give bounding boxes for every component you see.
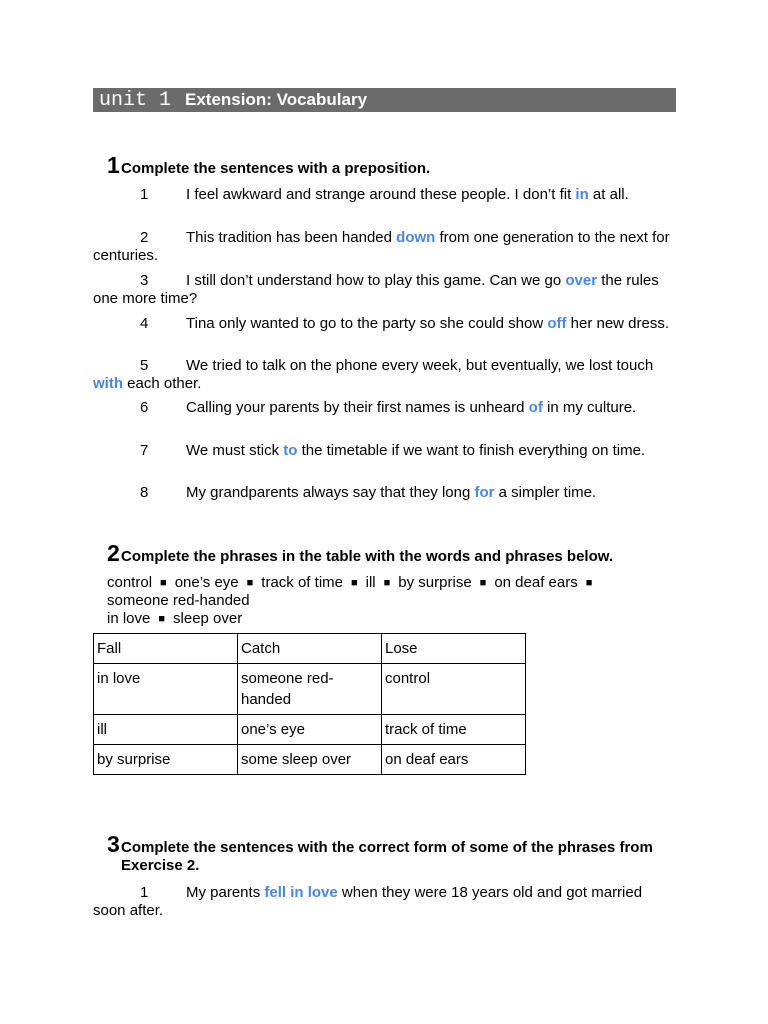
item-text: We must stick	[186, 442, 284, 459]
separator: ■	[383, 577, 391, 589]
word-bank-item: in love	[107, 610, 151, 627]
table-header-cell: Fall	[94, 634, 238, 664]
exercise-3-item	[93, 884, 678, 920]
item-number: 7	[140, 442, 149, 459]
item-text: a simpler time.	[494, 484, 597, 501]
page-title: Extension: Vocabulary	[185, 90, 368, 109]
item-number: 1	[140, 884, 149, 901]
exercise-1-item	[93, 186, 678, 204]
item-answer: fell in love	[264, 884, 338, 901]
separator: ■	[246, 577, 254, 589]
unit-header-bar	[93, 88, 676, 112]
item-text: at all.	[588, 186, 629, 203]
word-bank-item: on deaf ears	[494, 574, 578, 591]
word-bank-item: sleep over	[173, 610, 243, 627]
separator: ■	[158, 613, 166, 625]
table-cell: in love	[94, 664, 238, 715]
table-cell: ill	[94, 715, 238, 745]
item-text: My grandparents always say that they long	[186, 484, 475, 501]
word-bank-item: by surprise	[398, 574, 472, 591]
item-text: We tried to talk on the phone every week, but eventually, we lost touch	[186, 357, 654, 374]
item-text: each other.	[123, 375, 202, 392]
item-text: Tina only wanted to go to the party so she could show	[186, 315, 548, 332]
table-row	[94, 745, 526, 775]
exercise-3-number: 3	[107, 831, 120, 857]
exercise-1-item	[93, 272, 678, 308]
exercise-1-item	[93, 357, 678, 393]
exercise-2-heading	[107, 540, 682, 566]
table-cell: track of time	[382, 715, 526, 745]
separator: ■	[585, 577, 593, 589]
exercise-1-item	[93, 315, 678, 333]
unit-label: unit 1	[99, 88, 172, 112]
exercise-2-number: 2	[107, 540, 120, 566]
exercise-3-instruction: Complete the sentences with the correct form of some of the phrases from Exercise 2.	[121, 839, 653, 874]
item-number: 1	[140, 186, 149, 203]
exercise-1-item	[93, 442, 678, 460]
item-text: I still don’t understand how to play this game. Can we go	[186, 272, 566, 289]
item-answer: for	[474, 484, 495, 501]
item-number: 3	[140, 272, 149, 289]
item-text: My parents	[186, 884, 265, 901]
separator: ■	[160, 577, 167, 589]
exercise-1-item	[93, 399, 678, 417]
exercise-1-number: 1	[107, 152, 120, 178]
table-cell: control	[382, 664, 526, 715]
item-text: her new dress.	[566, 315, 670, 332]
item-text: from one generation to the next for centuries.	[93, 229, 670, 264]
item-number: 4	[140, 315, 149, 332]
item-answer: of	[528, 399, 543, 416]
table-cell: some sleep over	[238, 745, 382, 775]
separator: ■	[479, 577, 487, 589]
table-header-row	[94, 634, 526, 664]
item-number: 2	[140, 229, 149, 246]
item-number: 6	[140, 399, 149, 416]
item-answer: over	[565, 272, 598, 289]
item-text: This tradition has been handed	[186, 229, 397, 246]
table-cell: someone red-handed	[238, 664, 382, 715]
exercise-2-instruction: Complete the phrases in the table with the words and phrases below.	[121, 548, 614, 565]
table-header-cell: Catch	[238, 634, 382, 664]
exercise-1-item	[93, 484, 678, 502]
item-text: I feel awkward and strange around these people. I don’t fit	[186, 186, 576, 203]
item-answer: in	[575, 186, 589, 203]
exercise-3-heading	[107, 831, 682, 875]
item-text: the timetable if we want to finish everything on time.	[297, 442, 646, 459]
word-bank-item: someone red-handed	[107, 592, 250, 609]
word-bank-item: control	[107, 574, 153, 591]
table-header-cell: Lose	[382, 634, 526, 664]
item-text: the rules one more time?	[93, 272, 659, 307]
word-bank-item: track of time	[261, 574, 343, 591]
exercise-1-heading	[107, 152, 682, 178]
exercise-1-instruction: Complete the sentences with a preposition.	[121, 160, 431, 177]
word-bank	[107, 574, 682, 628]
item-answer: off	[547, 315, 567, 332]
table-row	[94, 715, 526, 745]
table-cell: one’s eye	[238, 715, 382, 745]
exercise-1-item	[93, 229, 678, 265]
item-number: 8	[140, 484, 149, 501]
separator: ■	[350, 577, 358, 589]
item-answer: to	[283, 442, 298, 459]
word-bank-item: ill	[365, 574, 376, 591]
item-text: Calling your parents by their first names is unheard	[186, 399, 529, 416]
item-text: when they were 18 years old and got married soon after.	[93, 884, 643, 919]
item-answer: with	[93, 375, 123, 392]
item-number: 5	[140, 357, 149, 374]
word-bank-item: one’s eye	[174, 574, 239, 591]
table-row	[94, 664, 526, 715]
table-cell: on deaf ears	[382, 745, 526, 775]
item-answer: down	[396, 229, 436, 246]
phrases-table	[93, 633, 526, 775]
table-cell: by surprise	[94, 745, 238, 775]
item-text: in my culture.	[542, 399, 637, 416]
